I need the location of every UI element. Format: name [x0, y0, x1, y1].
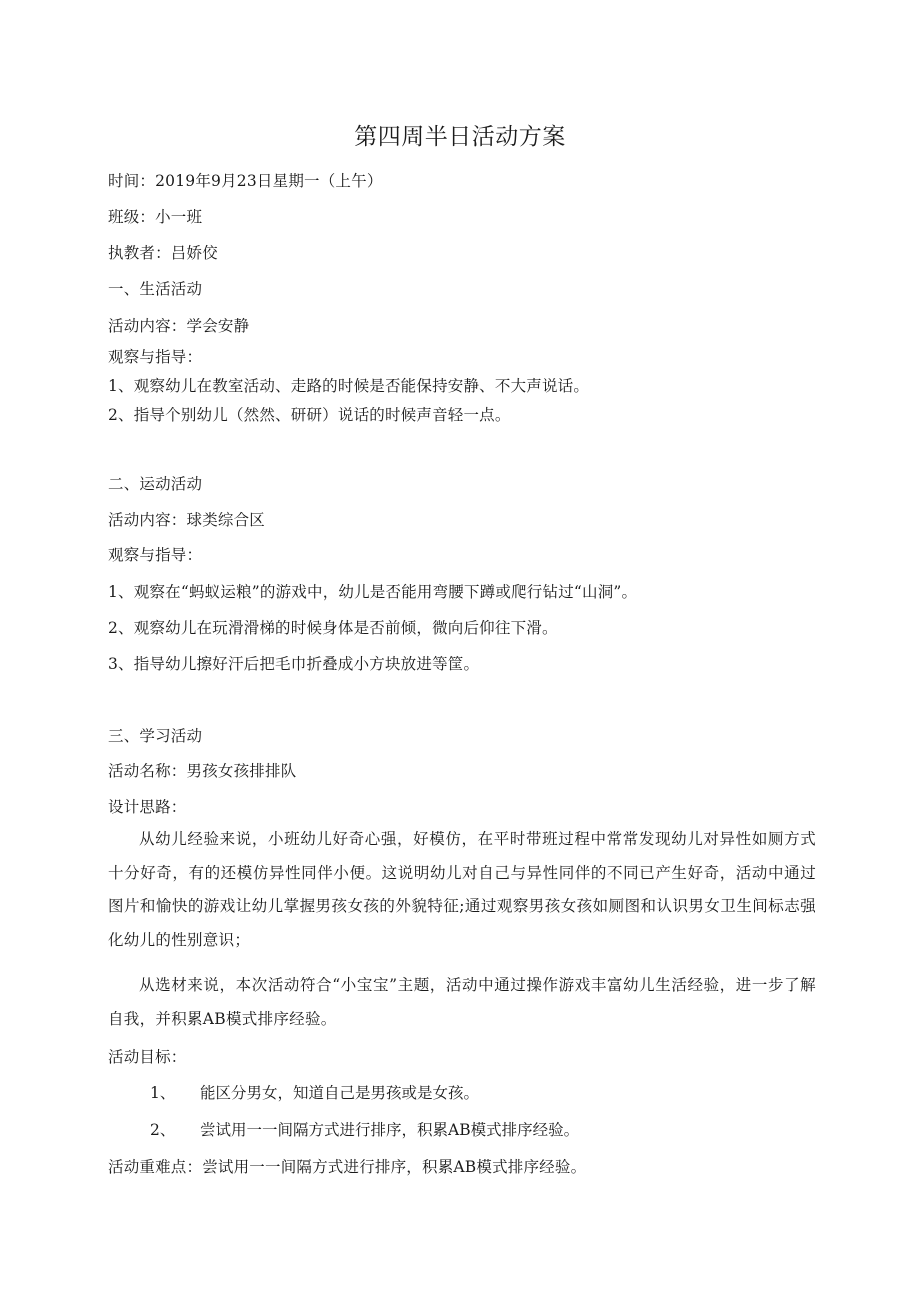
- page-title: 第四周半日活动方案: [354, 124, 566, 150]
- section2-item: 1、观察在“蚂蚁运粮”的游戏中，幼儿是否能用弯腰下蹲或爬行钻过“山洞”。: [108, 583, 638, 601]
- section2-guide-label: 观察与指导：: [108, 546, 203, 564]
- goal-number: 1、: [150, 1084, 176, 1102]
- design-paragraph: 从选材来说，本次活动符合“小宝宝”主题，活动中通过操作游戏丰富幼儿生活经验，进一步了解自我，并积累AB模式排序经验。: [108, 976, 816, 1028]
- section3-heading: 三、学习活动: [108, 727, 203, 745]
- section1-item: 2、指导个别幼儿（然然、研研）说话的时候声音轻一点。: [108, 406, 511, 424]
- section1-guide-label: 观察与指导：: [108, 348, 203, 366]
- class-line: 班级：小一班: [108, 208, 203, 226]
- section1-item: 1、观察幼儿在教室活动、走路的时候是否能保持安静、不大声说话。: [108, 377, 590, 395]
- section1-content: 活动内容：学会安静: [108, 317, 250, 335]
- time-line: 时间：2019年9月23日星期一（上午）: [108, 172, 383, 190]
- section2-item: 3、指导幼儿擦好汗后把毛巾折叠成小方块放进等筐。: [108, 655, 480, 673]
- section2-content: 活动内容：球类综合区: [108, 511, 266, 529]
- section3-activity-name: 活动名称：男孩女孩排排队: [108, 762, 297, 780]
- key-points-line: 活动重难点：尝试用一一间隔方式进行排序，积累AB模式排序经验。: [108, 1158, 587, 1176]
- goal-item: [150, 1083, 479, 1103]
- section2-heading: 二、运动活动: [108, 475, 203, 493]
- goal-text: 能区分男女，知道自己是男孩或是女孩。: [200, 1084, 480, 1102]
- section1-heading: 一、生活活动: [108, 280, 203, 298]
- goal-text: 尝试用一一间隔方式进行排序，积累AB模式排序经验。: [200, 1121, 580, 1139]
- teacher-line: 执教者：吕娇佼: [108, 244, 218, 262]
- section3-design-label: 设计思路：: [108, 798, 187, 816]
- goals-label: 活动目标：: [108, 1048, 187, 1066]
- section2-item: 2、观察幼儿在玩滑滑梯的时候身体是否前倾，微向后仰往下滑。: [108, 619, 558, 637]
- design-paragraph: 从幼儿经验来说，小班幼儿好奇心强，好模仿，在平时带班过程中常常发现幼儿对异性如厕方式十分好奇，有的还模仿异性同伴小便。这说明幼儿对自己与异性同伴的不同已产生好奇，活动中通过图片和愉快的游戏让幼儿掌握男孩女孩的外貌特征;通过观察男孩女孩如厕图和认识男女卫生间标志强化幼儿的性别意识；: [108, 830, 816, 949]
- goal-number: 2、: [150, 1121, 176, 1139]
- goal-item: [150, 1120, 579, 1140]
